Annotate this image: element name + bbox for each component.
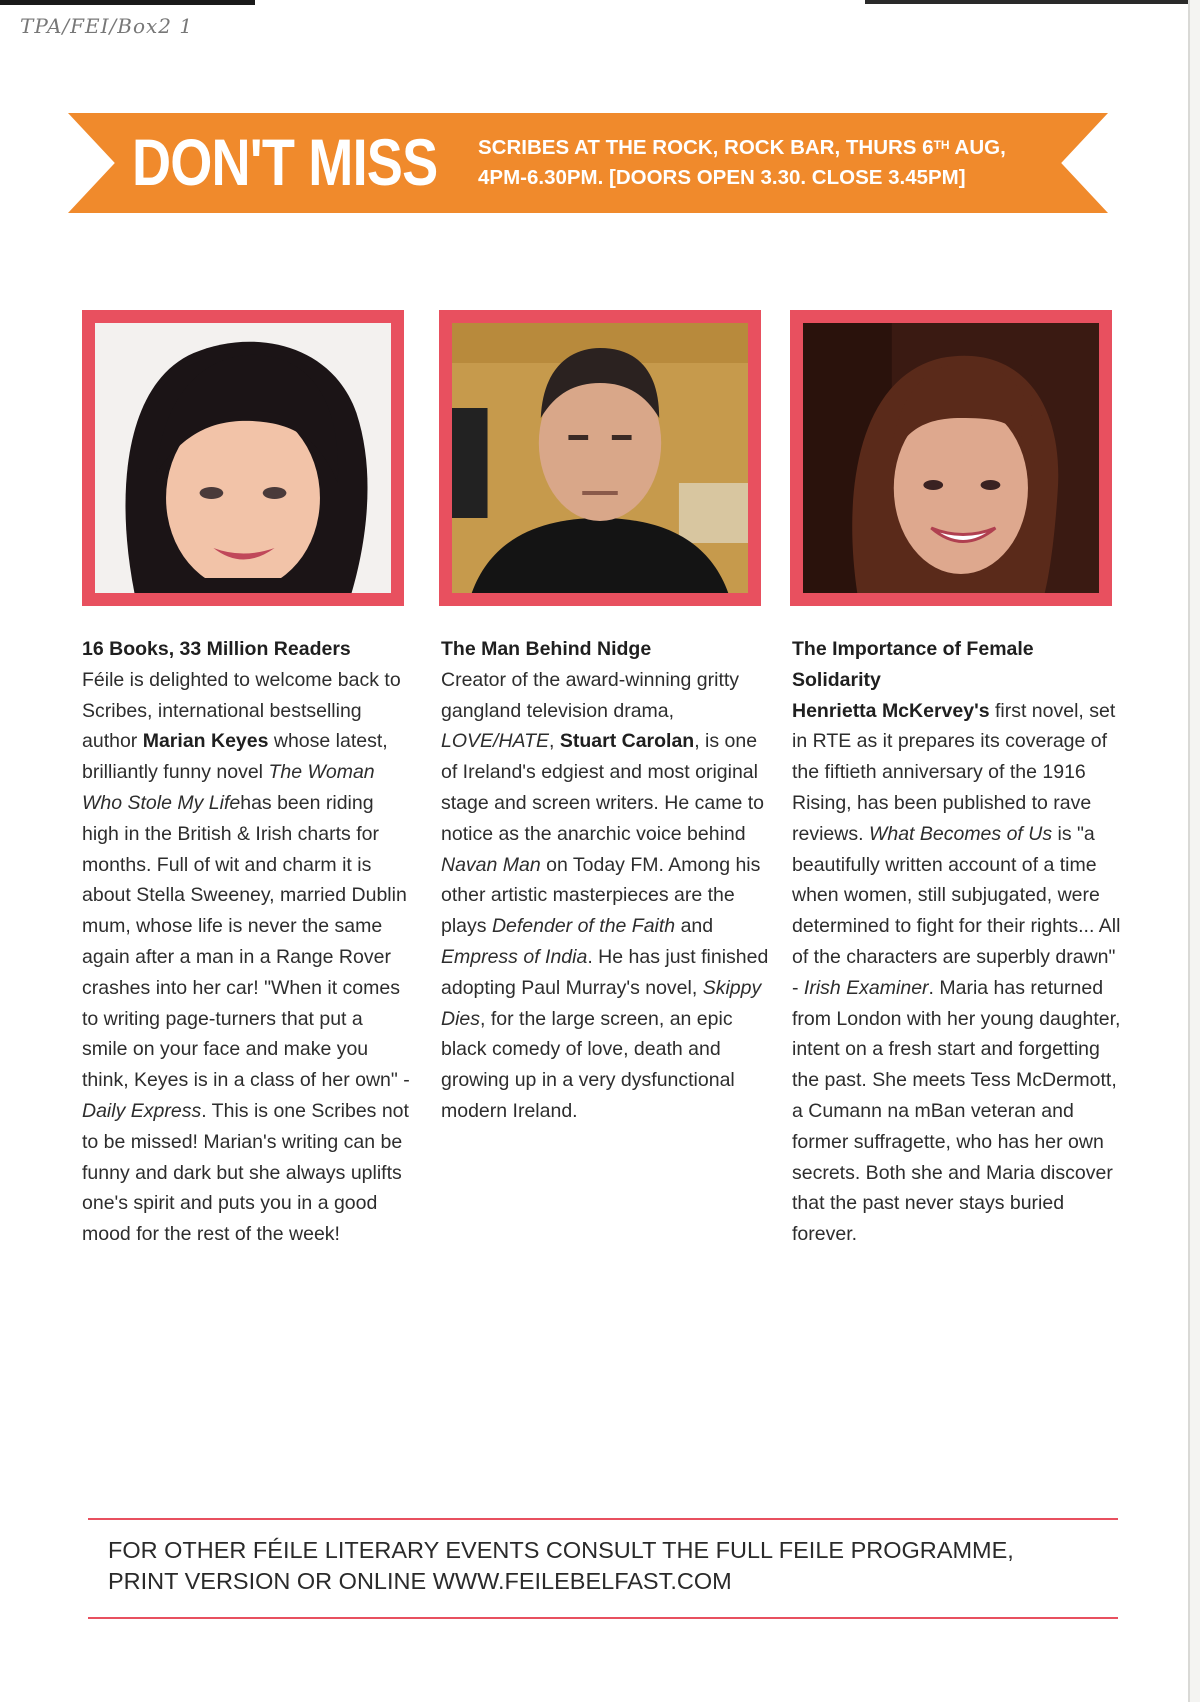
event-details-line1: SCRIBES AT THE ROCK, ROCK BAR, THURS 6TH AUG,: [478, 136, 1006, 159]
event-details-line2: 4PM-6.30PM. [DOORS OPEN 3.30. CLOSE 3.45PM]: [478, 166, 966, 189]
author-photo: [452, 323, 748, 593]
event-details: [478, 133, 1038, 193]
publication-name: Irish Examiner: [803, 976, 929, 999]
author-photo: [95, 323, 391, 593]
author-photo-frame: [790, 310, 1112, 606]
archive-reference: TPA/FEI/Box2 1: [20, 14, 194, 38]
footer-line: PRINT VERSION OR ONLINE WWW.FEILEBELFAST.COM: [108, 1568, 732, 1594]
article-heading: 16 Books, 33 Million Readers: [82, 638, 351, 660]
book-title: The Woman Who Stole My Life: [82, 761, 375, 814]
article-heading: The Importance of Female Solidarity: [792, 638, 1034, 691]
article-column-3: [792, 634, 1122, 1250]
play-title: Empress of India: [441, 945, 588, 968]
article-heading: The Man Behind Nidge: [441, 638, 652, 660]
article-body: Féile is delighted to welcome back to Scribes, international bestselling author Marian Keyes whose latest, brilliantly funny novel The Woman Who Stole My Lifehas been riding high in the British & Irish charts for months. Full of wit and charm it is about Stella Sweeney, married Dublin mum, whose life is never the same again after a man in a Range Rover crashes into her car! "When it comes to writing page-turners that put a smile on your face and make you think, Keyes is in a class of her own" - Daily Express. This is one Scribes not to be missed! Marian's writing can be funny and dark but she always uplifts one's spirit and puts you in a good mood for the rest of the week!: [82, 668, 410, 1246]
publication-name: Daily Express: [82, 1099, 202, 1122]
author-name: Marian Keyes: [142, 730, 269, 753]
author-photo-frame: [82, 310, 404, 606]
book-title: Skippy Dies: [441, 976, 762, 1030]
show-title: Navan Man: [441, 853, 541, 876]
footer-rule-top: [88, 1518, 1118, 1520]
footer-line: FOR OTHER FÉILE LITERARY EVENTS CONSULT THE FULL FEILE PROGRAMME,: [108, 1537, 1014, 1563]
play-title: Defender of the Faith: [491, 915, 676, 938]
article-body: Creator of the award-winning gritty gangland television drama, LOVE/HATE, Stuart Carolan, is one of Ireland's edgiest and most original stage and screen writers. He came to notice as the anarchic voice behind Navan Man on Today FM. Among his other artistic masterpieces are the plays Defender of the Faith and Empress of India. He has just finished adopting Paul Murray's novel, Skippy Dies, for the large screen, an epic black comedy of love, death and growing up in a very dysfunctional modern Ireland.: [441, 668, 769, 1122]
portrait-image: [95, 323, 391, 593]
banner-headline: DON'T MISS: [132, 125, 438, 199]
footer-notice: [108, 1535, 1108, 1597]
article-body: Henrietta McKervey's first novel, set in RTE as it prepares its coverage of the fiftieth anniversary of the 1916 Rising, has been published to rave reviews. What Becomes of Us is "a beautifully written account of a time when women, still subjugated, were determined to fight for their rights... All of the characters are superbly drawn" - Irish Examiner. Maria has returned from London with her young daughter, intent on a fresh start and forgetting the past. She meets Tess McDermott, a Cumann na mBan veteran and former suffragette, who has her own secrets. Both she and Maria discover that the past never stays buried forever.: [792, 699, 1121, 1246]
author-photo-frame: [439, 310, 761, 606]
footer-rule-bottom: [88, 1617, 1118, 1619]
show-title: LOVE/HATE: [441, 730, 550, 753]
portrait-image: [803, 323, 1099, 593]
scan-edge-mark: [0, 0, 255, 5]
author-name: Henrietta McKervey's: [792, 699, 990, 722]
portrait-image: [452, 323, 748, 593]
author-photo: [803, 323, 1099, 593]
book-title: What Becomes of Us: [868, 822, 1053, 845]
article-column-1: [82, 634, 412, 1250]
scan-edge-mark: [865, 0, 1188, 4]
article-column-2: [441, 634, 771, 1127]
author-name: Stuart Carolan: [559, 730, 695, 753]
